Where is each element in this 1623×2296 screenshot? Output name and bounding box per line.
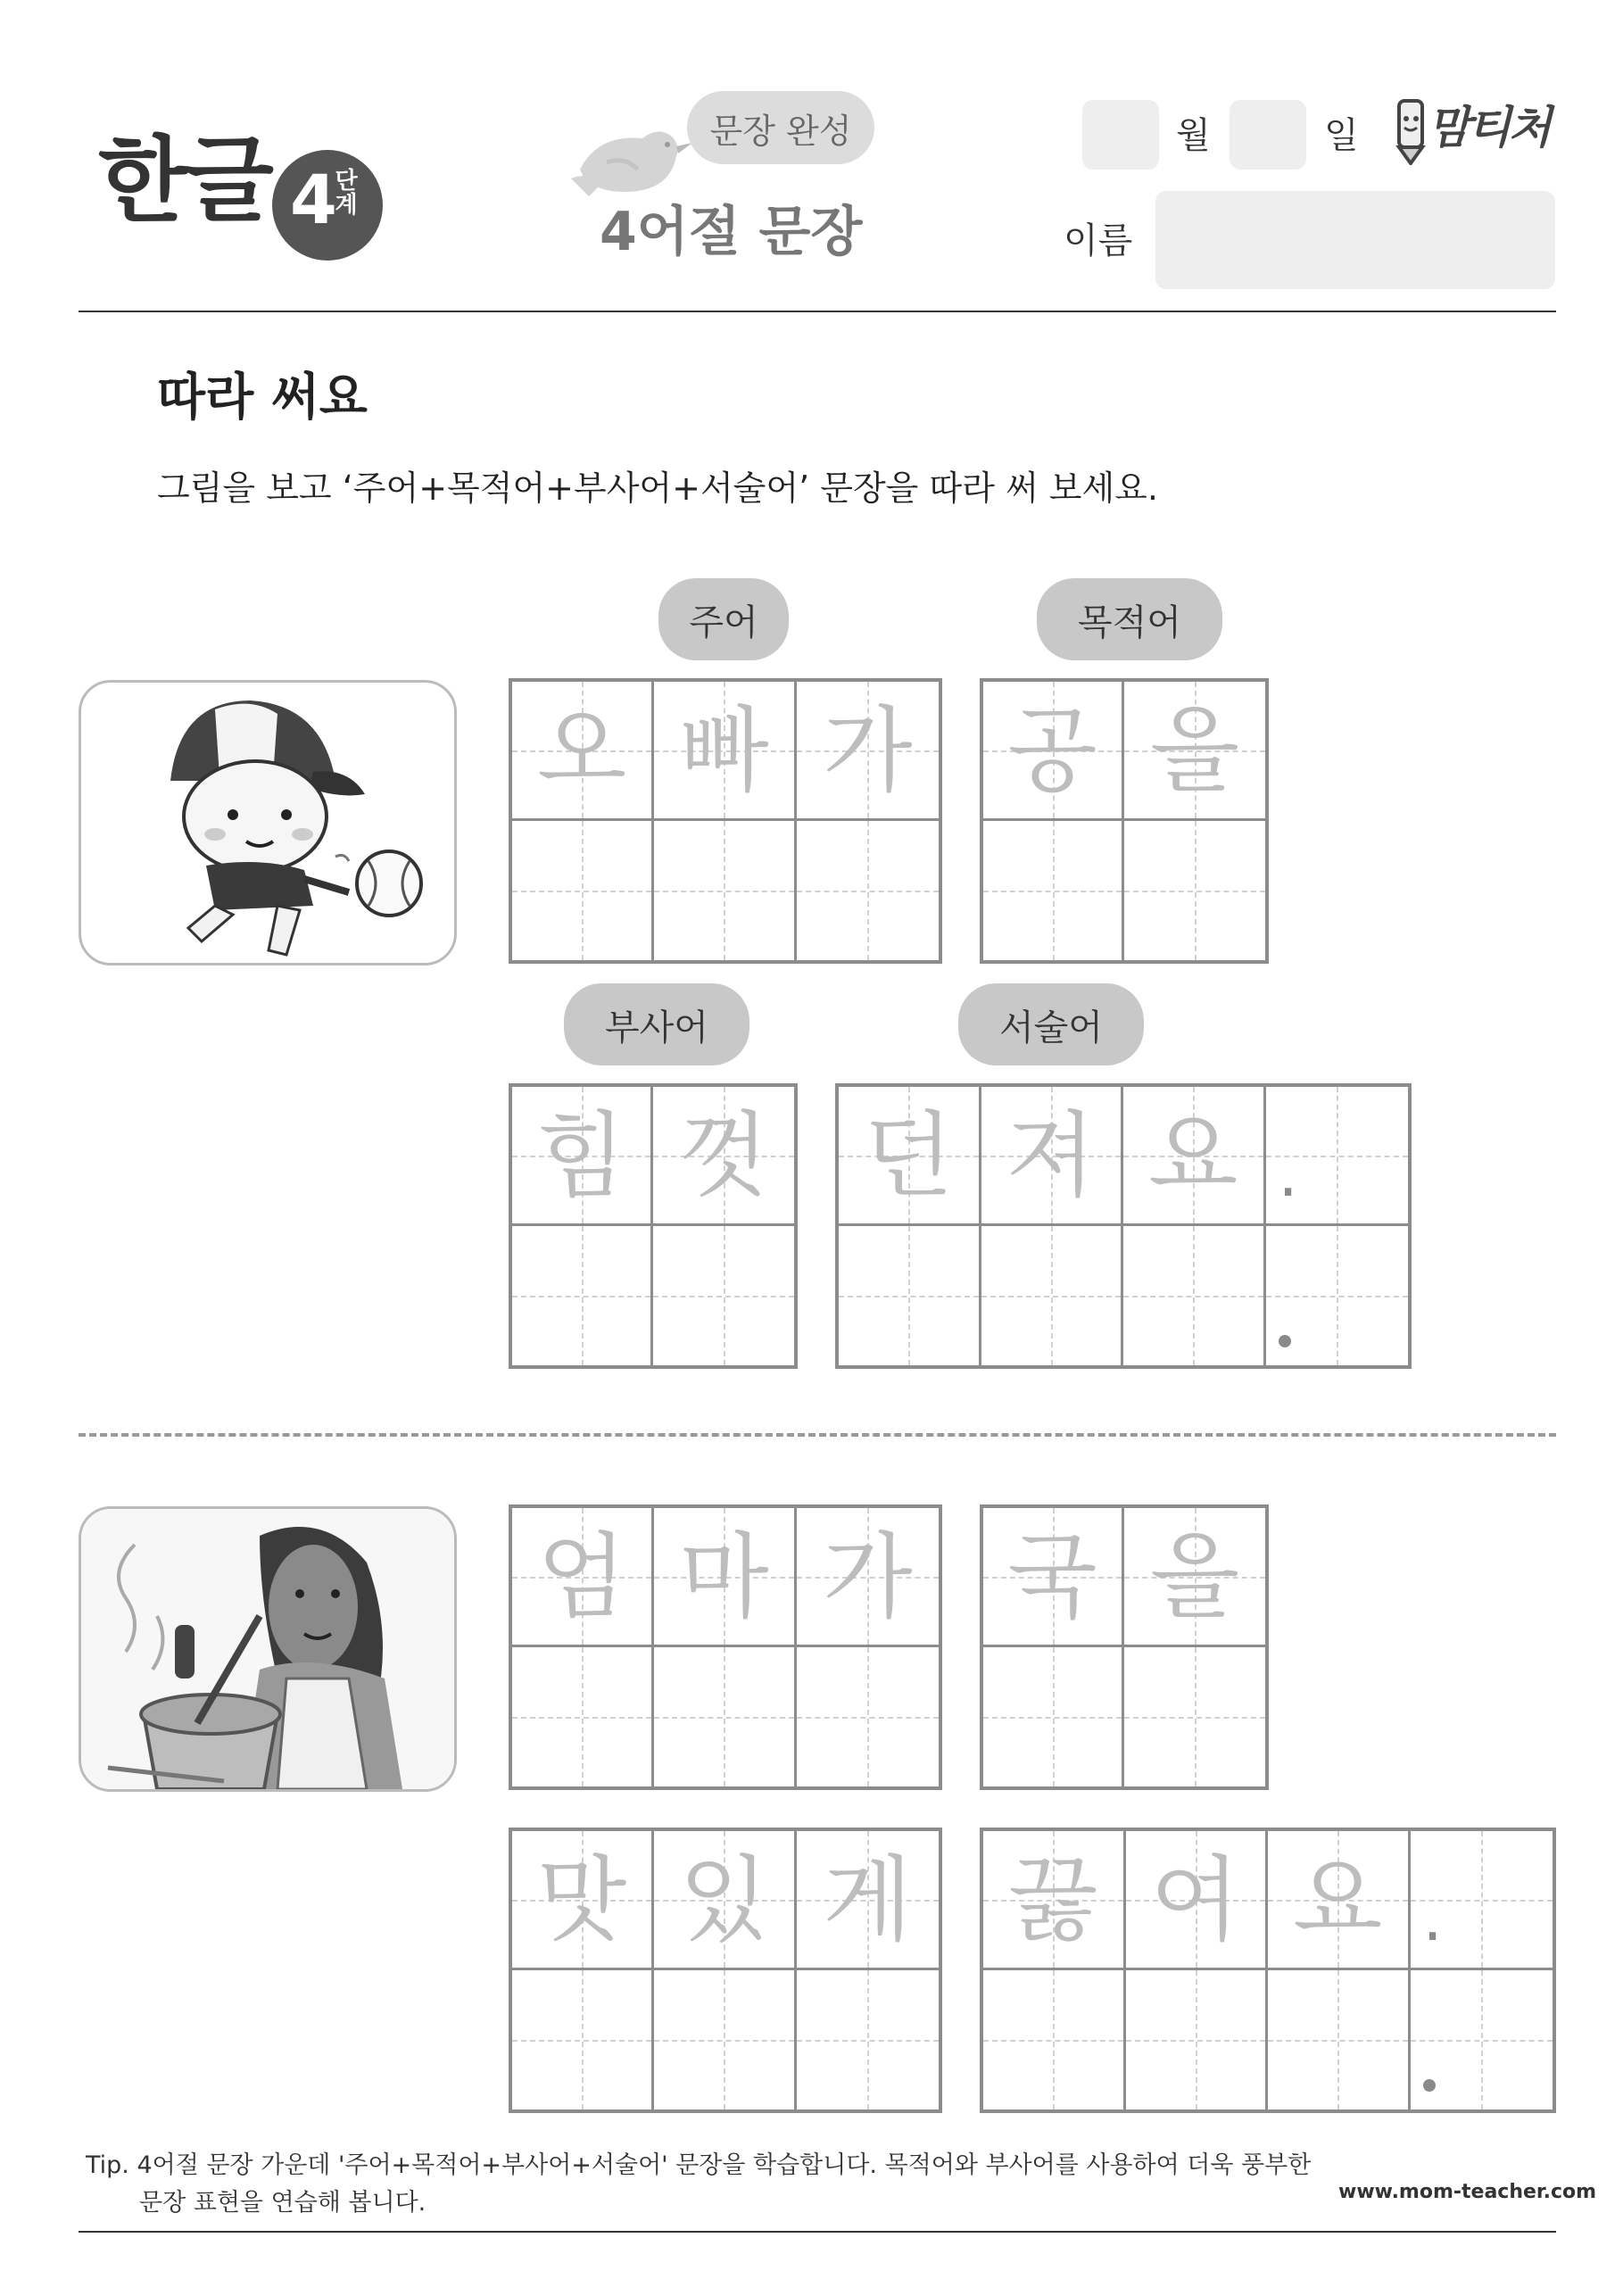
writing-cell[interactable]: [654, 1970, 796, 2110]
trace-letter: 여: [1150, 1844, 1240, 1954]
level-unit: 단계: [335, 168, 358, 220]
page-subtitle: 4어절 문장: [600, 201, 863, 263]
writing-cell-period[interactable]: [1411, 1970, 1553, 2110]
trace-letter: 힘: [536, 1100, 626, 1210]
month-input-box[interactable]: [1082, 100, 1159, 170]
label-object: 목적어: [1037, 578, 1222, 660]
writing-cell[interactable]: [797, 1970, 939, 2110]
trace-letter: 요: [1293, 1844, 1383, 1954]
label-adverbial: 부사어: [564, 983, 749, 1065]
writing-cell[interactable]: [797, 821, 939, 960]
writing-cell[interactable]: [1268, 1970, 1411, 2110]
level-badge: [272, 150, 383, 261]
predicate-writing-grid: [835, 1083, 1412, 1369]
writing-cell-period[interactable]: [1266, 1226, 1409, 1365]
writing-cell[interactable]: [797, 1647, 939, 1786]
boy-kicking-ball-illustration: [79, 680, 457, 966]
name-input-box[interactable]: [1155, 191, 1555, 289]
adverbial-writing-grid: [509, 1083, 798, 1369]
writing-cell[interactable]: [653, 1226, 794, 1365]
trace-letter: 공: [1007, 695, 1097, 805]
object-writing-grid: [980, 678, 1269, 964]
predicate-writing-grid: [980, 1828, 1556, 2113]
day-input-box[interactable]: [1230, 100, 1306, 170]
website-url: www.mom-teacher.com: [1338, 2181, 1597, 2203]
writing-cell[interactable]: [512, 821, 654, 960]
section-title: 따라 써요: [157, 369, 368, 427]
day-label: 일: [1324, 115, 1359, 156]
category-pill: 문장 완성: [687, 91, 874, 164]
trace-letter: 게: [823, 1844, 913, 1954]
writing-cell[interactable]: [981, 1226, 1124, 1365]
writing-cell[interactable]: [512, 1970, 654, 2110]
trace-letter: 국: [1007, 1521, 1097, 1631]
label-predicate: 서술어: [958, 983, 1144, 1065]
writing-cell[interactable]: [654, 1647, 796, 1786]
period-dot: [1423, 2079, 1436, 2092]
writing-cell[interactable]: [839, 1226, 981, 1365]
trace-letter: 맛: [536, 1844, 627, 1954]
writing-cell[interactable]: [983, 1647, 1124, 1786]
tip-line-2: 문장 표현을 연습해 봅니다.: [139, 2188, 426, 2217]
name-label: 이름: [1064, 220, 1133, 261]
subject-writing-grid: [509, 1504, 942, 1790]
writing-cell[interactable]: [983, 1970, 1126, 2110]
woman-cooking-soup-illustration: [79, 1506, 457, 1792]
trace-letter: 엄: [536, 1521, 627, 1631]
trace-letter: 져: [1006, 1100, 1096, 1210]
trace-letter: 요: [1148, 1100, 1238, 1210]
bird-icon: [562, 107, 696, 205]
instruction-text: 그림을 보고 ‘주어+목적어+부사어+서술어’ 문장을 따라 써 보세요.: [157, 468, 1158, 508]
header-divider: [79, 311, 1556, 312]
writing-cell[interactable]: [1124, 821, 1265, 960]
trace-letter: 을: [1149, 1521, 1240, 1631]
trace-letter: 던: [864, 1100, 954, 1210]
trace-letter: 빠: [679, 695, 769, 805]
brand-logo: 맘티처: [1428, 102, 1549, 153]
logo-title: 한글: [98, 126, 270, 235]
trace-period: .: [1422, 1882, 1443, 1955]
trace-letter: 껏: [678, 1100, 769, 1210]
trace-letter: 을: [1149, 695, 1240, 805]
writing-cell[interactable]: [983, 821, 1124, 960]
exercise-separator: [79, 1433, 1556, 1437]
level-number: 4: [290, 160, 337, 239]
tip-line-1: Tip. 4어절 문장 가운데 '주어+목적어+부사어+서술어' 문장을 학습합니다. 목적어와 부사어를 사용하여 더욱 풍부한: [86, 2151, 1312, 2179]
trace-letter: 오: [536, 695, 627, 805]
adverbial-writing-grid: [509, 1828, 942, 2113]
subject-writing-grid: [509, 678, 942, 964]
trace-letter: 있: [679, 1844, 769, 1954]
object-writing-grid: [980, 1504, 1269, 1790]
writing-cell[interactable]: [654, 821, 796, 960]
month-label: 월: [1176, 115, 1211, 156]
trace-letter: 가: [823, 695, 913, 805]
footer-divider: [79, 2231, 1556, 2233]
writing-cell[interactable]: [1124, 1647, 1265, 1786]
trace-letter: 끓: [1008, 1844, 1098, 1954]
trace-letter: 마: [679, 1521, 769, 1631]
period-dot: [1279, 1335, 1291, 1347]
label-subject: 주어: [658, 578, 789, 660]
writing-cell[interactable]: [1123, 1226, 1266, 1365]
trace-letter: 가: [823, 1521, 913, 1631]
writing-cell[interactable]: [512, 1226, 653, 1365]
writing-cell[interactable]: [1126, 1970, 1269, 2110]
tip-text: [86, 2147, 1311, 2222]
trace-period: .: [1278, 1138, 1298, 1211]
writing-cell[interactable]: [512, 1647, 654, 1786]
pencil-mascot-icon: [1390, 94, 1433, 165]
